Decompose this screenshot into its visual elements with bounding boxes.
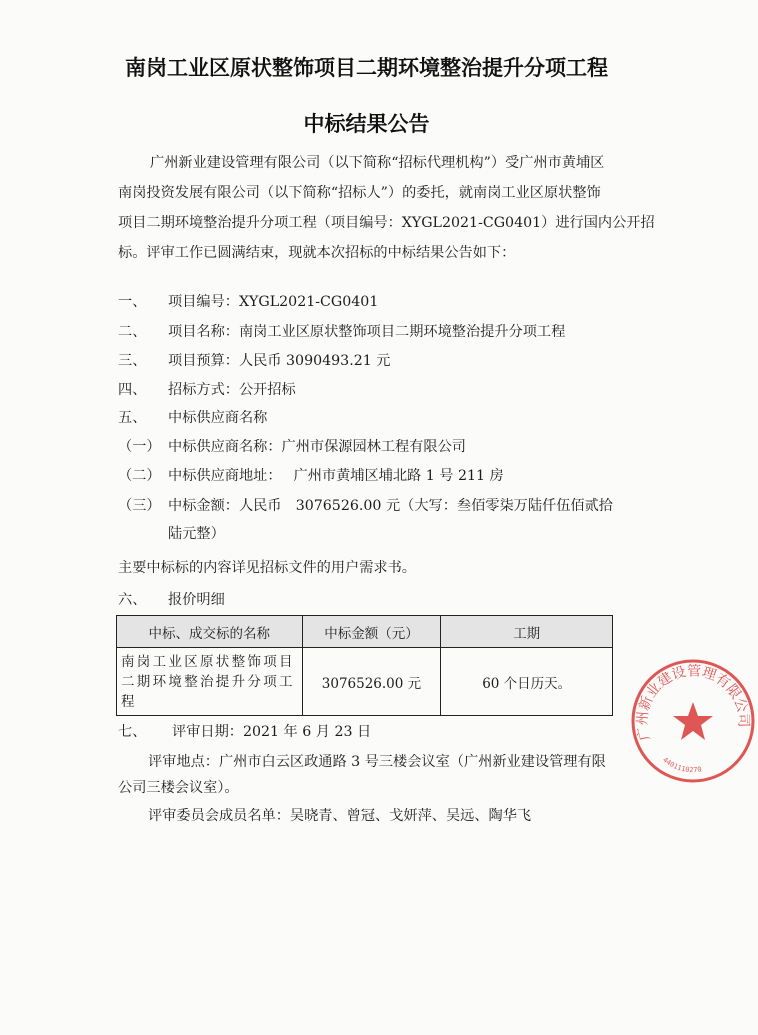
item-number: 四、 xyxy=(118,382,147,398)
requirement-note: 主要中标标的内容详见招标文件的用户需求书。 xyxy=(118,560,416,576)
cell-period: 60 个日历天。 xyxy=(441,648,613,716)
cell-item-name: 南岗工业区原状整饰项目二期环境整治提升分项工程 xyxy=(117,648,303,716)
item-text: 项目预算：人民币 3090493.21 元 xyxy=(168,353,391,369)
header-amount: 中标金额（元） xyxy=(302,616,441,648)
bid-amount-label: 中标金额： xyxy=(168,498,239,514)
supplier-name-value: 广州市保源园林工程有限公司 xyxy=(281,439,466,455)
cell-amount: 3076526.00 元 xyxy=(302,648,441,716)
item-number: 一、 xyxy=(118,294,147,310)
intro-line: 标。评审工作已圆满结束，现就本次招标的中标结果公告如下： xyxy=(118,245,516,261)
bid-amount-value: 人民币 3076526.00 元（大写：叁佰零柒万陆仟伍佰贰拾 xyxy=(238,498,613,514)
section-number: 七、 xyxy=(118,724,147,740)
bid-amount-continuation: 陆元整） xyxy=(168,526,225,542)
company-seal-stamp xyxy=(628,656,758,786)
svg-text:4401110270 xyxy=(661,756,702,774)
committee-members: 评审委员会成员名单：吴晓青、曾冠、戈妍萍、吴远、陶华飞 xyxy=(148,808,532,824)
item-number: 三、 xyxy=(118,353,147,369)
supplier-address-label: 中标供应商地址： xyxy=(168,468,282,484)
item-number: 二、 xyxy=(118,324,147,340)
quote-table xyxy=(116,615,613,716)
intro-line: 南岗投资发展有限公司（以下简称“招标人”）的委托，就南岗工业区原状整饰 xyxy=(118,185,601,201)
sub-item-number: （二） xyxy=(118,468,161,484)
table-header-row xyxy=(117,616,613,648)
title-line-2: 中标结果公告 xyxy=(303,112,430,136)
supplier-address-value: 广州市黄埔区埔北路 1 号 211 房 xyxy=(293,468,504,484)
item-number: 五、 xyxy=(118,410,147,426)
review-date: 评审日期：2021 年 6 月 23 日 xyxy=(172,724,372,740)
sub-item-number: （一） xyxy=(118,439,161,455)
item-text: 项目编号：XYGL2021-CG0401 xyxy=(168,294,379,310)
section-title: 报价明细 xyxy=(168,592,225,608)
table-row xyxy=(117,648,613,716)
sub-item-number: （三） xyxy=(118,498,161,514)
seal-code-text: 4401110270 xyxy=(661,755,703,775)
supplier-name-label: 中标供应商名称： xyxy=(168,439,282,455)
review-location-line: 评审地点：广州市白云区政通路 3 号三楼会议室（广州新业建设管理有限 xyxy=(148,754,606,770)
item-text: 项目名称：南岗工业区原状整饰项目二期环境整治提升分项工程 xyxy=(168,324,566,340)
intro-line: 广州新业建设管理有限公司（以下简称“招标代理机构”）受广州市黄埔区 xyxy=(150,155,605,171)
intro-line: 项目二期环境整治提升分项工程（项目编号：XYGL2021-CG0401）进行国内公开招 xyxy=(118,215,655,231)
header-item-name: 中标、成交标的名称 xyxy=(117,616,303,648)
item-text: 招标方式：公开招标 xyxy=(168,382,296,398)
title-line-1: 南岗工业区原状整饰项目二期环境整治提升分项工程 xyxy=(125,56,608,80)
item-text: 中标供应商名称 xyxy=(168,410,268,426)
section-number: 六、 xyxy=(118,592,147,608)
header-period: 工期 xyxy=(441,616,613,648)
seal-org-text: 广州新业建设管理有限公司 xyxy=(634,663,752,743)
review-location-line: 公司三楼会议室）。 xyxy=(118,780,239,796)
